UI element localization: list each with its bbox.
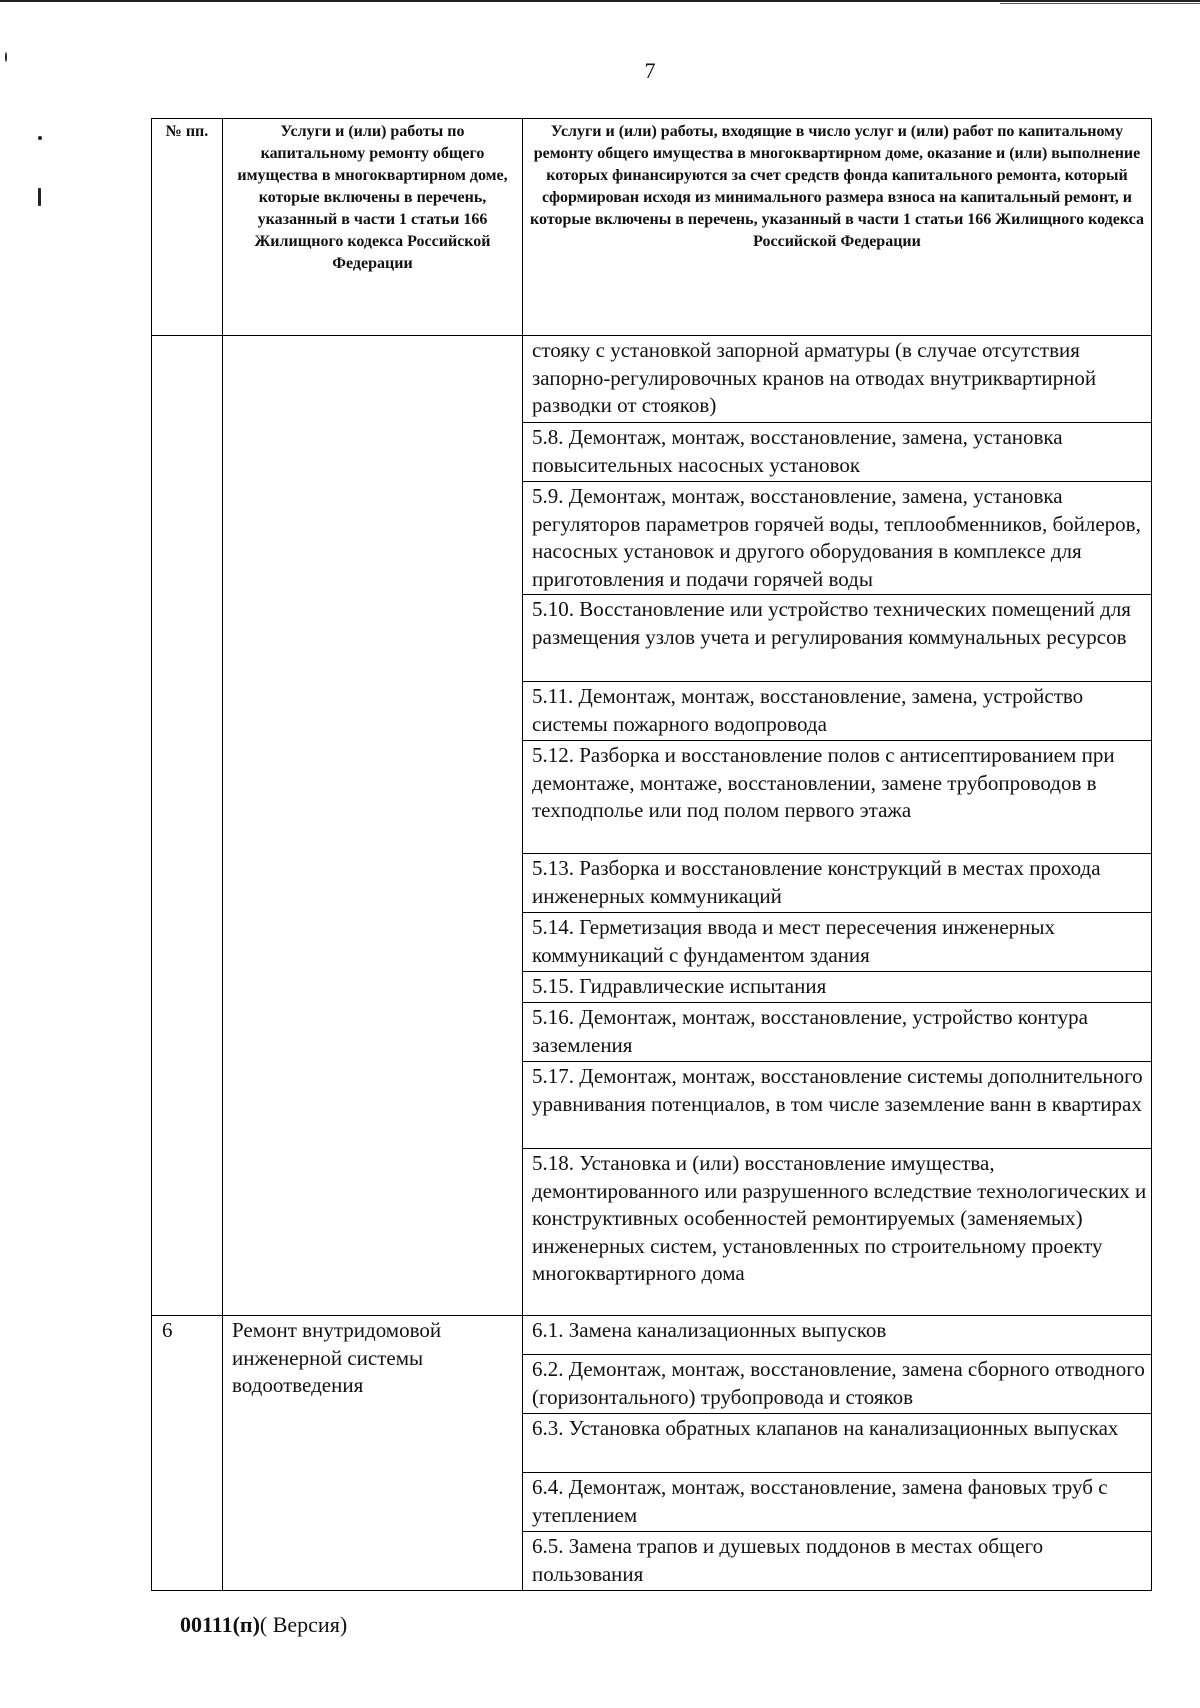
work-item: 5.14. Герметизация ввода и мест пересечения инженерных коммуникаций с фундаментом здания — [523, 913, 1152, 972]
document-code: 00111(п) — [180, 1612, 260, 1637]
work-item: 5.17. Демонтаж, монтаж, восстановление системы дополнительного уравнивания потенциалов, в том числе заземление ванн в квартирах — [523, 1062, 1152, 1149]
scan-artifact — [38, 136, 42, 140]
work-item: 5.9. Демонтаж, монтаж, восстановление, замена, установка регуляторов параметров горячей воды, теплообменников, бойлеров, насосных установок и другого оборудования в комплексе для приготовления и подачи горячей воды — [523, 482, 1152, 595]
header-number: № пп. — [152, 119, 223, 336]
work-item: стояку с установкой запорной арматуры (в случае отсутствия запорно-регулировочных кранов на отводах внутриквартирной разводки от стояков) — [523, 336, 1152, 423]
table-row — [152, 1316, 1152, 1355]
work-item: 6.3. Установка обратных клапанов на канализационных выпусках — [523, 1414, 1152, 1473]
works-table — [151, 118, 1152, 1591]
header-service: Услуги и (или) работы по капитальному ремонту общего имущества в многоквартирном доме, которые включены в перечень, указанный в части 1 статьи 166 Жилищного кодекса Российской Федерации — [223, 119, 523, 336]
document-version: ( Версия) — [259, 1612, 348, 1637]
work-item: 5.16. Демонтаж, монтаж, восстановление, устройство контура заземления — [523, 1003, 1152, 1062]
header-works: Услуги и (или) работы, входящие в число услуг и (или) работ по капитальному ремонту общего имущества в многоквартирном доме, оказание и (или) выполнение которых финансируются за счет средств фонда капитального ремонта, который сформирован исходя из минимального размера взноса на капитальный ремонт, и которые включены в перечень, указанный в части 1 статьи 166 Жилищного кодекса Российской Федерации — [523, 119, 1152, 336]
table-header-row — [152, 119, 1152, 336]
document-footer — [180, 1612, 347, 1638]
row-service: Ремонт внутридомовой инженерной системы водоотведения — [223, 1316, 523, 1591]
work-item: 6.2. Демонтаж, монтаж, восстановление, замена сборного отводного (горизонтального) трубопровода и стояков — [523, 1355, 1152, 1414]
row-number: 6 — [152, 1316, 223, 1591]
scan-top-edge — [0, 0, 1200, 2]
work-item: 6.4. Демонтаж, монтаж, восстановление, замена фановых труб с утеплением — [523, 1473, 1152, 1532]
work-item: 6.1. Замена канализационных выпусков — [523, 1316, 1152, 1355]
row-service — [223, 336, 523, 1316]
table-row — [152, 336, 1152, 423]
work-item: 5.12. Разборка и восстановление полов с антисептированием при демонтаже, монтаже, восстановлении, замене трубопроводов в техподполье или под полом первого этажа — [523, 741, 1152, 854]
scan-top-edge-line — [1000, 3, 1200, 4]
row-number — [152, 336, 223, 1316]
work-item: 5.11. Демонтаж, монтаж, восстановление, замена, устройство системы пожарного водопровода — [523, 682, 1152, 741]
work-item: 5.13. Разборка и восстановление конструкций в местах прохода инженерных коммуникаций — [523, 854, 1152, 913]
scan-artifact — [38, 188, 41, 206]
page-number: 7 — [644, 58, 656, 83]
work-item: 5.15. Гидравлические испытания — [523, 972, 1152, 1003]
work-item: 6.5. Замена трапов и душевых поддонов в местах общего пользования — [523, 1532, 1152, 1591]
work-item: 5.18. Установка и (или) восстановление имущества, демонтированного или разрушенного вследствие технологических и конструктивных особенностей ремонтируемых (заменяемых) инженерных систем, установленных по строительному проекту многоквартирного дома — [523, 1149, 1152, 1316]
works-table-container — [151, 118, 1151, 1591]
work-item: 5.8. Демонтаж, монтаж, восстановление, замена, установка повысительных насосных установок — [523, 423, 1152, 482]
work-item: 5.10. Восстановление или устройство технических помещений для размещения узлов учета и регулирования коммунальных ресурсов — [523, 595, 1152, 682]
